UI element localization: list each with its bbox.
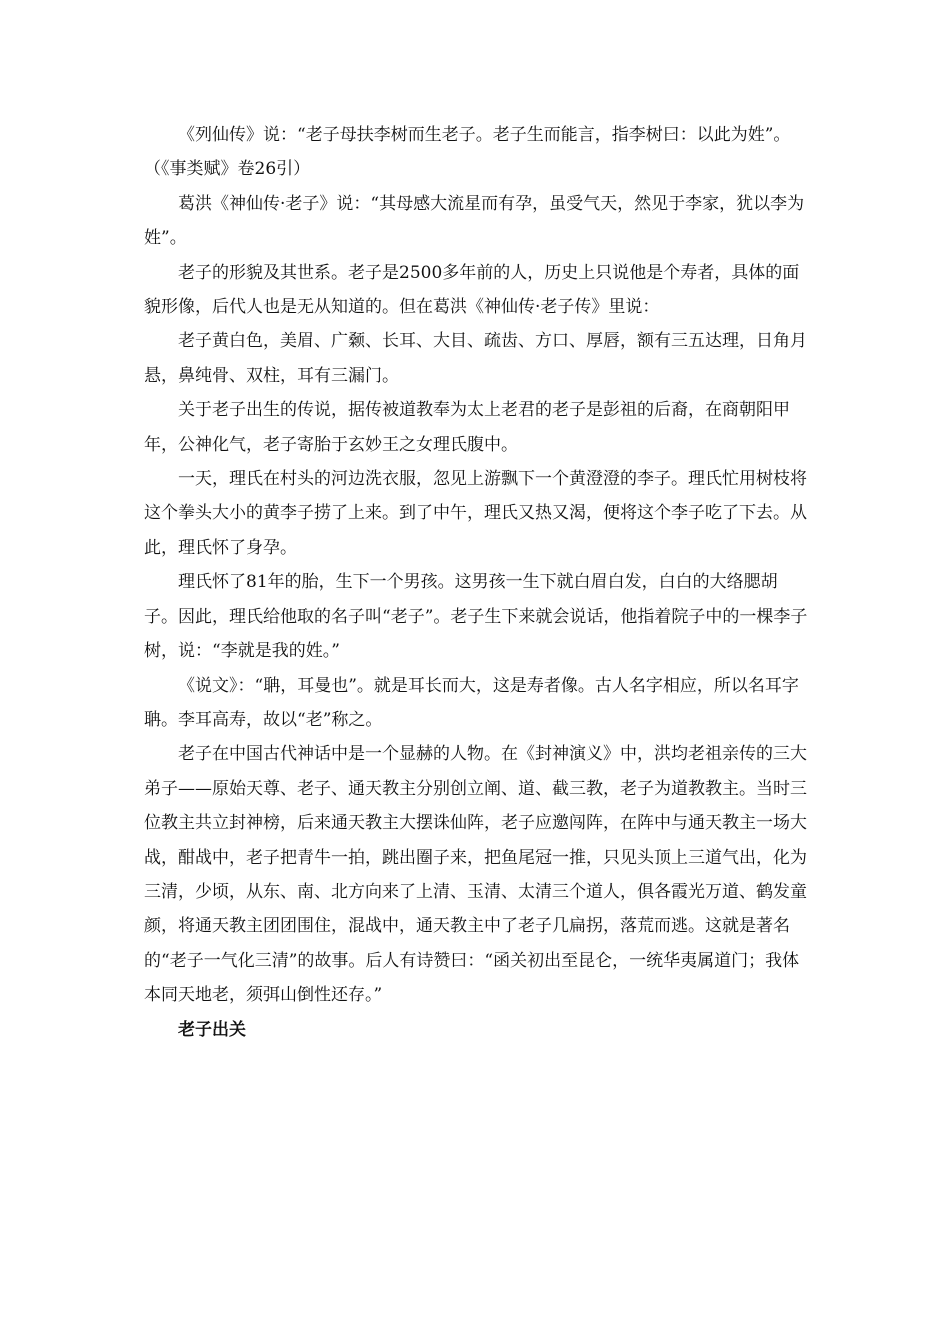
paragraph-gehong: 葛洪《神仙传·老子》说：“其母感大流星而有孕，虽受气天，然见于李家，犹以李为姓”。 <box>144 193 805 249</box>
paragraph-appearance-intro: 老子的形貌及其世系。老子是2500多年前的人，历史上只说他是个寿者，具体的面貌形像，后代人也是无从知道的。但在葛洪《神仙传·老子传》里说： <box>144 262 800 318</box>
paragraph-liexian: 《列仙传》说：“老子母扶李树而生老子。老子生而能言，指李树曰：以此为姓”。 <box>178 125 791 145</box>
document-body <box>144 118 808 1047</box>
paragraph-fengshen: 老子在中国古代神话中是一个显赫的人物。在《封神演义》中，洪均老祖亲传的三大弟子——原始天尊、老子、通天教主分别创立阐、道、截三教，老子为道教教主。当时三位教主共立封神榜，后来通天教主大摆诛仙阵，老子应邀闯阵，在阵中与通天教主一场大战，酣战中，老子把青牛一拍，跳出圈子来，把鱼尾冠一推，只见头顶上三道气出，化为三清，少顷，从东、南、北方向来了上清、玉清、太清三个道人，俱各霞光万道、鹤发童颜，将通天教主团团围住，混战中，通天教主中了老子几扁拐，落荒而逃。这就是著名的“老子一气化三清”的故事。后人有诗赞曰：“函关初出至昆仑，一统华夷属道门；我体本同天地老，须弭山倒性还存。” <box>144 744 807 1006</box>
paragraph-shuowen: 《说文》：“聃，耳曼也”。就是耳长而大，这是寿者像。古人名字相应，所以名耳字聃。李耳高寿，故以“老”称之。 <box>144 675 799 730</box>
section-heading: 老子出关 <box>178 1019 246 1040</box>
paragraph-appearance: 老子黄白色，美眉、广颡、长耳、大目、疏齿、方口、厚唇，额有三五达理，日角月悬，鼻纯骨、双柱，耳有三漏门。 <box>144 331 807 386</box>
paragraph-birth-legend: 关于老子出生的传说，据传被道教奉为太上老君的老子是彭祖的后裔，在商朝阳甲年，公神化气，老子寄胎于玄妙王之女理氏腹中。 <box>144 400 790 455</box>
paragraph-81-years: 理氏怀了81年的胎，生下一个男孩。这男孩一生下就白眉白发，白白的大络腮胡子。因此，理氏给他取的名子叫“老子”。老子生下来就会说话，他指着院子中的一棵李子树，说：“李就是我的姓。” <box>144 572 808 662</box>
paragraph-citation: （《事类赋》卷26引） <box>144 159 311 180</box>
paragraph-plum: 一天，理氏在村头的河边洗衣服，忽见上游飘下一个黄澄澄的李子。理氏忙用树枝将这个拳头大小的黄李子捞了上来。到了中午，理氏又热又渴，便将这个李子吃了下去。从此，理氏怀了身孕。 <box>144 469 807 558</box>
